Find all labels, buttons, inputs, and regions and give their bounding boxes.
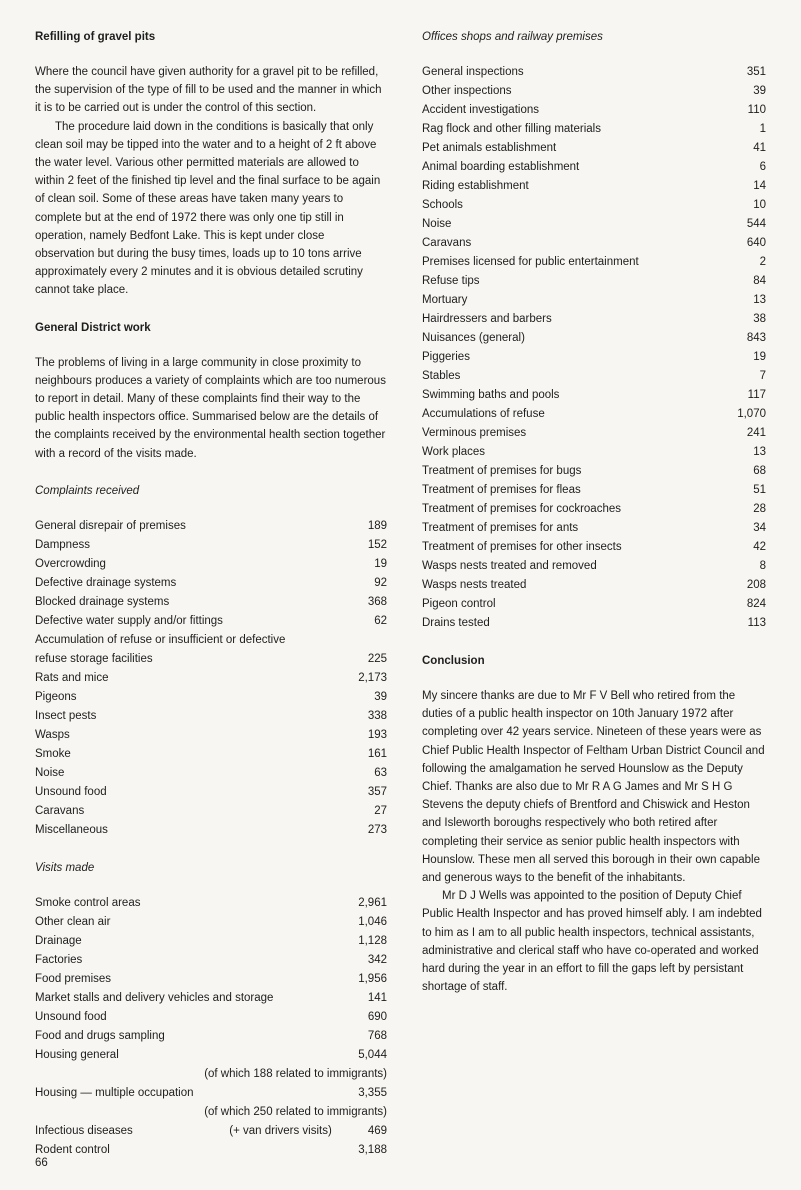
row-value: 189: [367, 519, 387, 532]
table-row: [35, 951, 387, 970]
row-value: 13: [753, 294, 766, 306]
row-value: 2: [759, 256, 766, 268]
row-value: 1: [759, 123, 766, 135]
row-value: 152: [367, 538, 387, 551]
row-value: 241: [746, 427, 766, 439]
row-label: Hairdressers and barbers: [422, 313, 552, 325]
row-value: 141: [367, 991, 387, 1004]
row-value: 62: [374, 614, 387, 627]
row-value: 225: [367, 652, 387, 665]
row-label: Unsound food: [35, 1010, 107, 1023]
row-label: Treatment of premises for ants: [422, 522, 579, 534]
left-column: [35, 28, 387, 1160]
row-value: 342: [367, 953, 387, 966]
table-row: [35, 612, 387, 631]
table-row: [422, 481, 766, 500]
table-row: [35, 1103, 387, 1122]
row-value: 14: [753, 180, 766, 192]
row-value: 2,173: [358, 671, 387, 684]
row-label: Mortuary: [422, 294, 468, 306]
row-label: refuse storage facilities: [35, 652, 153, 665]
row-label: Blocked drainage systems: [35, 595, 170, 608]
row-label: Treatment of premises for cockroaches: [422, 503, 621, 515]
row-label: Defective water supply and/or fittings: [35, 614, 223, 627]
right-column: [422, 28, 766, 996]
row-value: 92: [374, 576, 387, 589]
table-row: [422, 367, 766, 386]
gravel-pits-paragraph-1: Where the council have given authority for a gravel pit to be refilled, the supervision of the type of fill to be used and the manner in which it is to be carried out is under the control of this section.: [35, 66, 382, 115]
table-row: [422, 82, 766, 101]
table-row: [35, 745, 387, 764]
offices-heading: Offices shops and railway premises: [422, 31, 603, 43]
row-value: 3,188: [358, 1143, 387, 1156]
table-row: [35, 932, 387, 951]
table-row: [422, 595, 766, 614]
row-label: Smoke control areas: [35, 896, 141, 909]
row-label: Food premises: [35, 972, 112, 985]
row-label: Animal boarding establishment: [422, 161, 580, 173]
table-row: [35, 783, 387, 802]
row-label: Accumulations of refuse: [422, 408, 545, 420]
row-label: Pigeons: [35, 690, 77, 703]
housing-general-note: (of which 188 related to immigrants): [204, 1067, 387, 1080]
table-row: [35, 726, 387, 745]
table-row: [35, 574, 387, 593]
row-label: Drains tested: [422, 617, 490, 629]
gravel-pits-heading: Refilling of gravel pits: [35, 31, 156, 43]
row-label: Noise: [422, 218, 452, 230]
row-value: 161: [367, 747, 387, 760]
table-row: [35, 688, 387, 707]
row-value: 351: [746, 66, 766, 78]
row-label: Treatment of premises for fleas: [422, 484, 581, 496]
row-value: 7: [759, 370, 766, 382]
row-value: 5,044: [358, 1048, 387, 1061]
row-value: 113: [747, 617, 766, 629]
row-value: 2,961: [358, 896, 387, 909]
row-value: 19: [374, 557, 387, 570]
conclusion-heading: Conclusion: [422, 655, 485, 667]
row-value: 824: [746, 598, 766, 610]
row-value: 640: [746, 237, 766, 249]
table-row: [422, 386, 766, 405]
general-district-heading: General District work: [35, 321, 151, 334]
complaints-heading: Complaints received: [35, 484, 140, 497]
row-value: 690: [367, 1010, 387, 1023]
conclusion-paragraph-2: Mr D J Wells was appointed to the position of Deputy Chief Public Health Inspector and has proved himself ably. I am indebted to him as I am to all public health inspectors, technical assistants, administrative and clerical staff who have co-operated and worked hard during the year in an effort to fill the gaps left by persistant shortage of staff.: [422, 890, 762, 994]
table-row: [422, 519, 766, 538]
visits-table: [35, 894, 387, 1065]
row-value: 27: [374, 804, 387, 817]
table-row: [35, 593, 387, 612]
table-row: [422, 500, 766, 519]
row-value: 19: [753, 351, 766, 363]
row-value: 768: [367, 1029, 387, 1042]
table-row: [422, 139, 766, 158]
table-row: [422, 291, 766, 310]
row-label: Insect pests: [35, 709, 97, 722]
table-row: [35, 536, 387, 555]
row-value: 338: [367, 709, 387, 722]
table-row: [35, 764, 387, 783]
row-label: Premises licensed for public entertainment: [422, 256, 639, 268]
offices-table: [422, 63, 766, 633]
table-row: [422, 310, 766, 329]
row-label: Infectious diseases: [35, 1124, 133, 1137]
row-label: Caravans: [422, 237, 472, 249]
row-label: Noise: [35, 766, 65, 779]
row-label: Piggeries: [422, 351, 470, 363]
table-row: [35, 1046, 387, 1065]
gravel-pits-paragraph-2: The procedure laid down in the conditions is basically that only clean soil may be tipped into the water and to a height of 2 ft above the water level. Various other permitted materials are allowed to within 2 feet of the finished tip level and the final surface to be again of clean soil. Some of these areas have taken many years to complete but at the end of 1972 there was only one tip still in operation, namely Bedfont Lake. This is kept under close observation but during the busy times, loads up to 10 tons arrive approximately every 2 minutes and it is obvious detailed scrutiny cannot take place.: [35, 120, 381, 297]
row-value: 8: [759, 560, 766, 572]
row-value: 1,128: [358, 934, 387, 947]
table-row: [422, 177, 766, 196]
table-row: [35, 1027, 387, 1046]
row-value: 117: [747, 389, 766, 401]
table-row: [422, 272, 766, 291]
table-row: [35, 989, 387, 1008]
table-row: [422, 158, 766, 177]
row-label: Defective drainage systems: [35, 576, 177, 589]
row-label: Treatment of premises for bugs: [422, 465, 582, 477]
row-value: 1,956: [358, 972, 387, 985]
table-row: [422, 614, 766, 633]
row-label: Factories: [35, 953, 83, 966]
row-value: 544: [746, 218, 766, 230]
infectious-note: (+ van drivers visits): [229, 1124, 332, 1137]
row-value: 193: [367, 728, 387, 741]
row-label: Dampness: [35, 538, 90, 551]
row-value: 63: [374, 766, 387, 779]
row-value: 6: [759, 161, 766, 173]
table-row: [35, 669, 387, 688]
table-row: [422, 443, 766, 462]
table-row: [35, 1065, 387, 1084]
row-label: Refuse tips: [422, 275, 480, 287]
row-value: 273: [367, 823, 387, 836]
table-row: [422, 120, 766, 139]
table-row: [422, 424, 766, 443]
visits-heading: Visits made: [35, 861, 95, 874]
row-label: Schools: [422, 199, 463, 211]
table-row: [422, 348, 766, 367]
complaints-table: [35, 517, 387, 840]
housing-multiple-note: (of which 250 related to immigrants): [204, 1105, 387, 1118]
row-label: Treatment of premises for other insects: [422, 541, 622, 553]
row-label: Other inspections: [422, 85, 512, 97]
row-value: 1,046: [358, 915, 387, 928]
row-label: Wasps: [35, 728, 70, 741]
table-row: [35, 555, 387, 574]
table-row: [35, 650, 387, 669]
table-row: [422, 63, 766, 82]
table-row: [35, 1141, 387, 1160]
row-value: 41: [753, 142, 766, 154]
row-value: 469: [367, 1124, 387, 1137]
table-row: [422, 557, 766, 576]
row-label: Miscellaneous: [35, 823, 108, 836]
page-number: 66: [35, 1157, 48, 1169]
row-value: 39: [753, 85, 766, 97]
row-label: General disrepair of premises: [35, 519, 186, 532]
row-value: 38: [753, 313, 766, 325]
row-label: Wasps nests treated: [422, 579, 527, 591]
table-row: [422, 576, 766, 595]
table-row: [422, 405, 766, 424]
row-value: 39: [374, 690, 387, 703]
table-row: [35, 970, 387, 989]
row-value: 42: [753, 541, 766, 553]
table-row: [35, 821, 387, 840]
row-label: Nuisances (general): [422, 332, 525, 344]
table-row: [35, 1122, 387, 1141]
row-value: 10: [753, 199, 766, 211]
row-label: Work places: [422, 446, 486, 458]
table-row: [422, 101, 766, 120]
row-label: Pigeon control: [422, 598, 496, 610]
row-value: 34: [753, 522, 766, 534]
row-label: Rats and mice: [35, 671, 109, 684]
row-label: Unsound food: [35, 785, 107, 798]
row-value: 28: [753, 503, 766, 515]
row-label: Housing general: [35, 1048, 119, 1061]
table-row: [422, 196, 766, 215]
row-value: 208: [746, 579, 766, 591]
row-label: Food and drugs sampling: [35, 1029, 165, 1042]
row-label: Swimming baths and pools: [422, 389, 560, 401]
row-value: 357: [367, 785, 387, 798]
row-label: General inspections: [422, 66, 524, 78]
row-value: 843: [746, 332, 766, 344]
row-label: Wasps nests treated and removed: [422, 560, 597, 572]
table-row: [35, 631, 387, 650]
table-row: [422, 253, 766, 272]
table-row: [35, 894, 387, 913]
table-row: [422, 234, 766, 253]
row-label: Rag flock and other filling materials: [422, 123, 601, 135]
table-row: [422, 538, 766, 557]
row-label: Accident investigations: [422, 104, 539, 116]
table-row: [422, 215, 766, 234]
row-value: 68: [753, 465, 766, 477]
row-label: Smoke: [35, 747, 71, 760]
table-row: [35, 802, 387, 821]
table-row: [422, 462, 766, 481]
row-label: Verminous premises: [422, 427, 527, 439]
row-value: 3,355: [358, 1086, 387, 1099]
row-label: Caravans: [35, 804, 85, 817]
row-value: 13: [753, 446, 766, 458]
table-row: [35, 707, 387, 726]
row-label: Overcrowding: [35, 557, 106, 570]
row-value: 84: [753, 275, 766, 287]
row-label: Riding establishment: [422, 180, 529, 192]
table-row: [35, 913, 387, 932]
row-label: Stables: [422, 370, 461, 382]
general-district-paragraph: The problems of living in a large community in close proximity to neighbours produces a variety of complaints which are too numerous to report in detail. Many of these complaints find their way to the public health inspectors office. Summarised below are the details of the complaints received by the environmental health section together with a record of the visits made.: [35, 356, 386, 460]
table-row: [35, 517, 387, 536]
row-label: Market stalls and delivery vehicles and storage: [35, 991, 274, 1004]
row-label: Drainage: [35, 934, 82, 947]
row-label: Pet animals establishment: [422, 142, 557, 154]
table-row: [422, 329, 766, 348]
row-value: 368: [367, 595, 387, 608]
row-label: Accumulation of refuse or insufficient or defective: [35, 633, 286, 646]
table-row: [35, 1008, 387, 1027]
row-label: Rodent control: [35, 1143, 110, 1156]
table-row: [35, 1084, 387, 1103]
row-value: 1,070: [737, 408, 766, 420]
row-label: Other clean air: [35, 915, 111, 928]
row-value: 51: [753, 484, 766, 496]
row-value: 110: [747, 104, 766, 116]
conclusion-paragraph-1: My sincere thanks are due to Mr F V Bell who retired from the duties of a public health inspector on 10th January 1972 after completing over 42 years service. Nineteen of these years were as Chief Public Health Inspector of Feltham Urban District Council and following the amalgamation he served Hounslow as the Deputy Chief. Thanks are also due to Mr R A G James and Mr S H G Stevens the deputy chiefs of Brentford and Chiswick and Heston and Isleworth boroughs respectively who both retired after completing their service as senior public health inspectors with Hounslow. These men all served this borough in their own capable and generous ways to the benefit of the inhabitants.: [422, 690, 765, 885]
row-label: Housing — multiple occupation: [35, 1086, 194, 1099]
